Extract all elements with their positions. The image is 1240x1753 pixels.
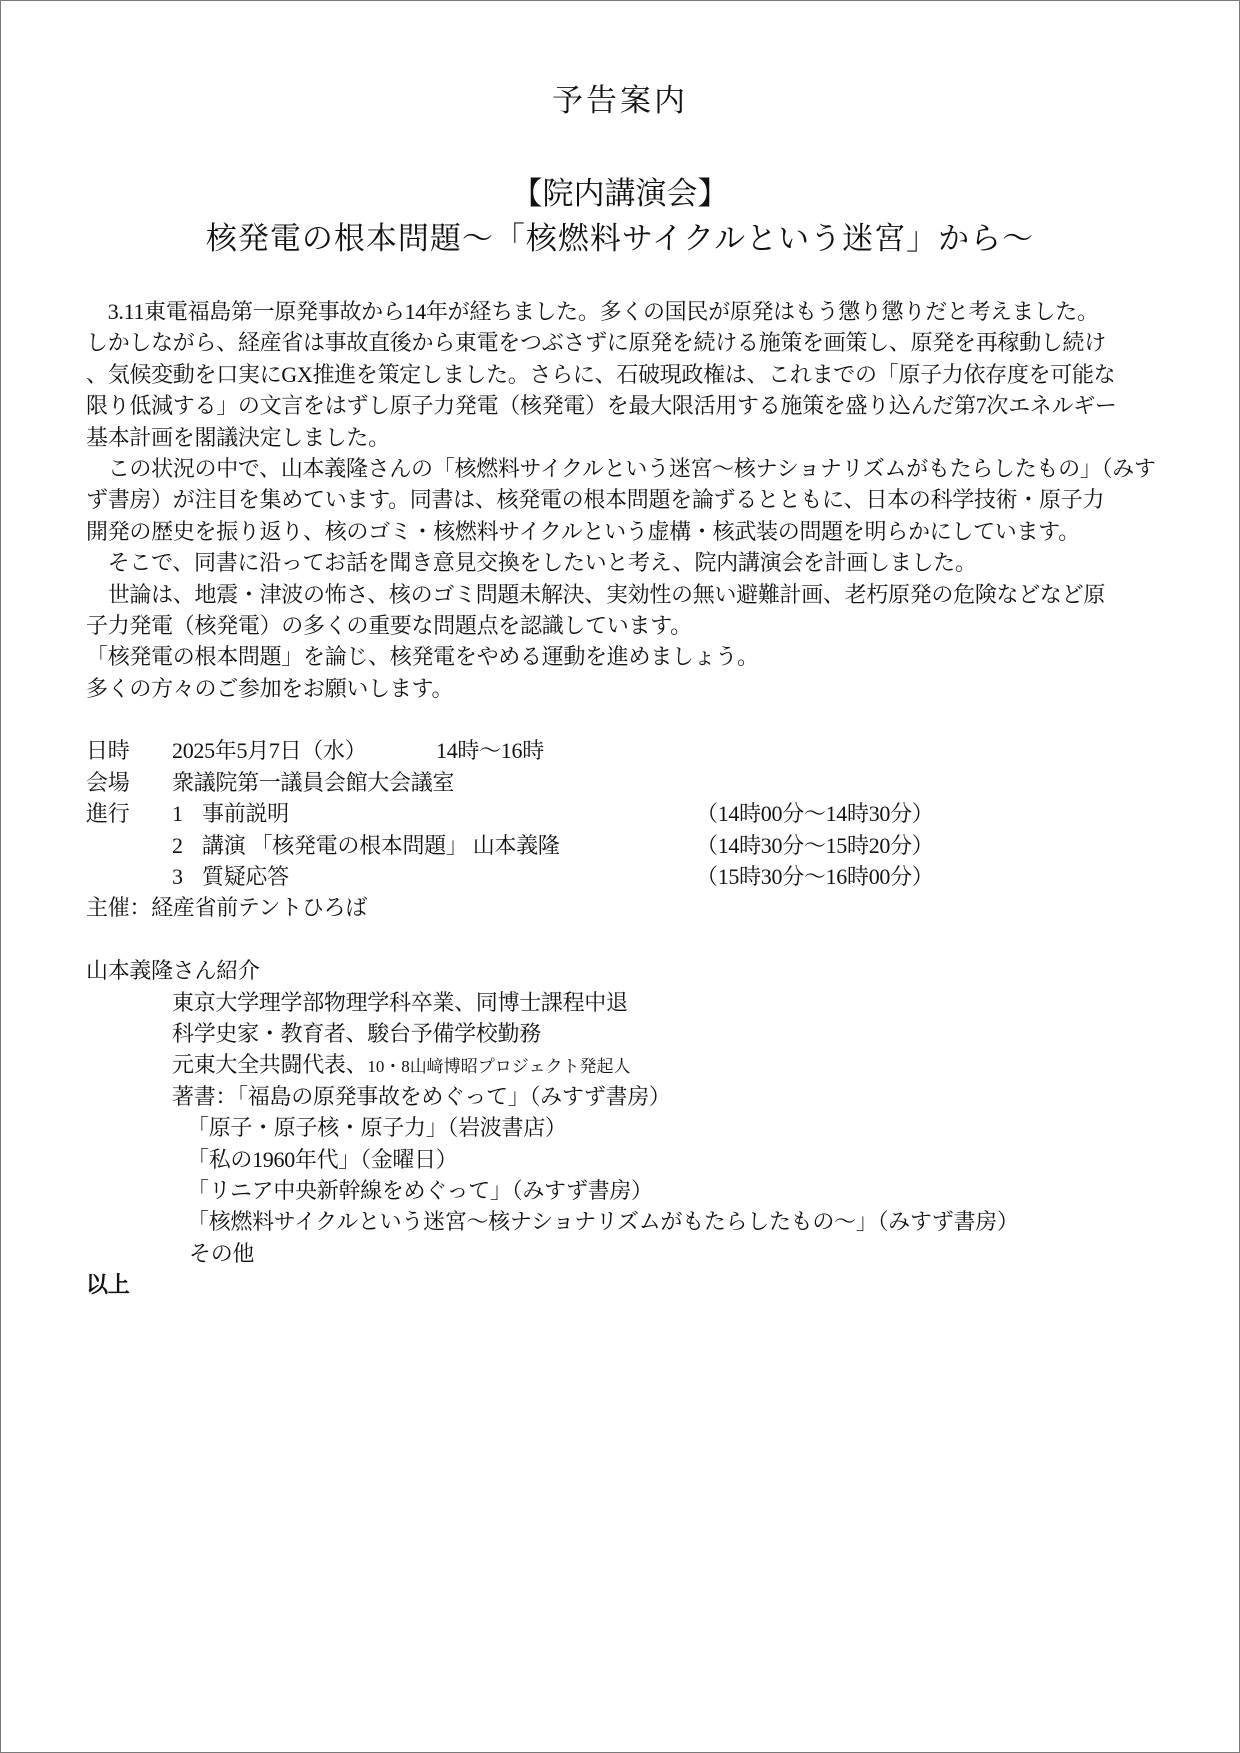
body-line: 「核発電の根本問題」を論じ、核発電をやめる運動を進めましょう。 [86,644,759,670]
event-type-heading: 【院内講演会】 [511,176,729,211]
books-other: その他 [189,1240,255,1266]
document-body [86,296,1206,1301]
program-time: （15時30分～16時00分） [696,864,934,890]
profile-heading: 山本義隆さん紹介 [86,958,260,984]
spacer [86,924,1206,955]
body-line: 基本計画を閣議決定しました。 [86,424,390,450]
body-line: しかしながら、経産省は事故直後から東電をつぶさずに原発を続ける施策を画策し、原発を再稼動し続け [86,330,1106,356]
book-title: 「私の1960年代」（金曜日） [187,1146,458,1172]
program-item: 講演 「核発電の根本問題」 山本義隆 [202,832,560,858]
program-row [86,861,1206,892]
program-number: 3 [172,864,183,890]
program-item: 質疑応答 [202,864,289,890]
body-line: 、気候変動を口実にGX推進を策定しました。さらに、石破現政権は、これまでの「原子力依存度を可能な [86,361,1116,387]
body-line: そこで、同書に沿ってお話を聞き意見交換をしたいと考え、院内講演会を計画しました。 [86,550,977,576]
body-line: この状況の中で、山本義隆さんの「核燃料サイクルという迷宮～核ナショナリズムがもたらしたもの」（みす [86,455,1156,481]
body-line: 3.11東電福島第一原発事故から14年が経ちました。多くの国民が原発はもう懲り懲りだと考えました。 [86,299,1099,324]
program-label: 進行 [86,801,130,827]
event-details [86,735,1206,923]
venue-label: 会場 [86,769,130,795]
program-row [86,830,1206,861]
event-title-heading: 核発電の根本問題～「核燃料サイクルという迷宮」から～ [205,221,1035,256]
datetime-label: 日時 [86,738,130,764]
program-row [86,798,1206,829]
body-line: 多くの方々のご参加をお願いします。 [86,675,454,701]
body-line: 開発の歴史を振り返り、核のゴミ・核燃料サイクルという虚構・核武装の問題を明らかにしています。 [86,518,1080,544]
page-title: 予告案内 [552,83,688,118]
profile-role [86,1049,1206,1080]
program-time: （14時00分～14時30分） [696,801,934,827]
profile-education: 東京大学理学部物理学科卒業、同博士課程中退 [172,989,628,1015]
book-title: 「リニア中央新幹線をめぐって」（みすず書房） [187,1177,653,1203]
speaker-profile [86,955,1206,1269]
profile-role-prefix: 元東大全共闘代表、 [172,1052,368,1078]
event-time: 14時～16時 [436,738,544,764]
spacer [86,704,1206,735]
datetime-row [86,735,1206,766]
book-title: 「原子・原子核・原子力」（岩波書店） [187,1115,567,1141]
program-number: 1 [172,801,183,827]
event-date: 2025年5月7日（水） [172,738,367,764]
program-time: （14時30分～15時20分） [696,832,934,858]
body-line: 子力発電（核発電）の多くの重要な問題点を認識しています。 [86,612,692,638]
profile-role-project: 10・8山﨑博昭プロジェクト発起人 [367,1057,631,1077]
intro-paragraphs [86,296,1206,704]
body-line: 世論は、地震・津波の怖さ、核のゴミ問題未解決、実効性の無い避難計画、老朽原発の危険などなど原 [86,581,1106,607]
profile-career: 科学史家・教育者、駿台予備学校勤務 [172,1020,541,1046]
book-title: 「核燃料サイクルという迷宮～核ナショナリズムがもたらしたもの～」（みすず書房） [187,1209,1019,1235]
program-number: 2 [172,832,183,858]
closing-text: 以上 [86,1272,130,1298]
body-line: 限り低減する」の文言をはずし原子力発電（核発電）を最大限活用する施策を盛り込んだ第7次エネルギー [86,393,1117,419]
body-line: ず書房）が注目を集めています。同書は、核発電の根本問題を論ずるとともに、日本の科学技術・原子力 [86,487,1105,513]
book-title: 「福島の原発事故をめぐって」（みすず書房） [237,1083,671,1109]
program-item: 事前説明 [202,801,289,827]
organizer: 主催：経産省前テントひろば [86,895,368,921]
profile-books-first [86,1081,1206,1112]
books-label: 著書： [172,1083,238,1109]
venue-name: 衆議院第一議員会館大会議室 [172,769,455,795]
venue-row [86,767,1206,798]
